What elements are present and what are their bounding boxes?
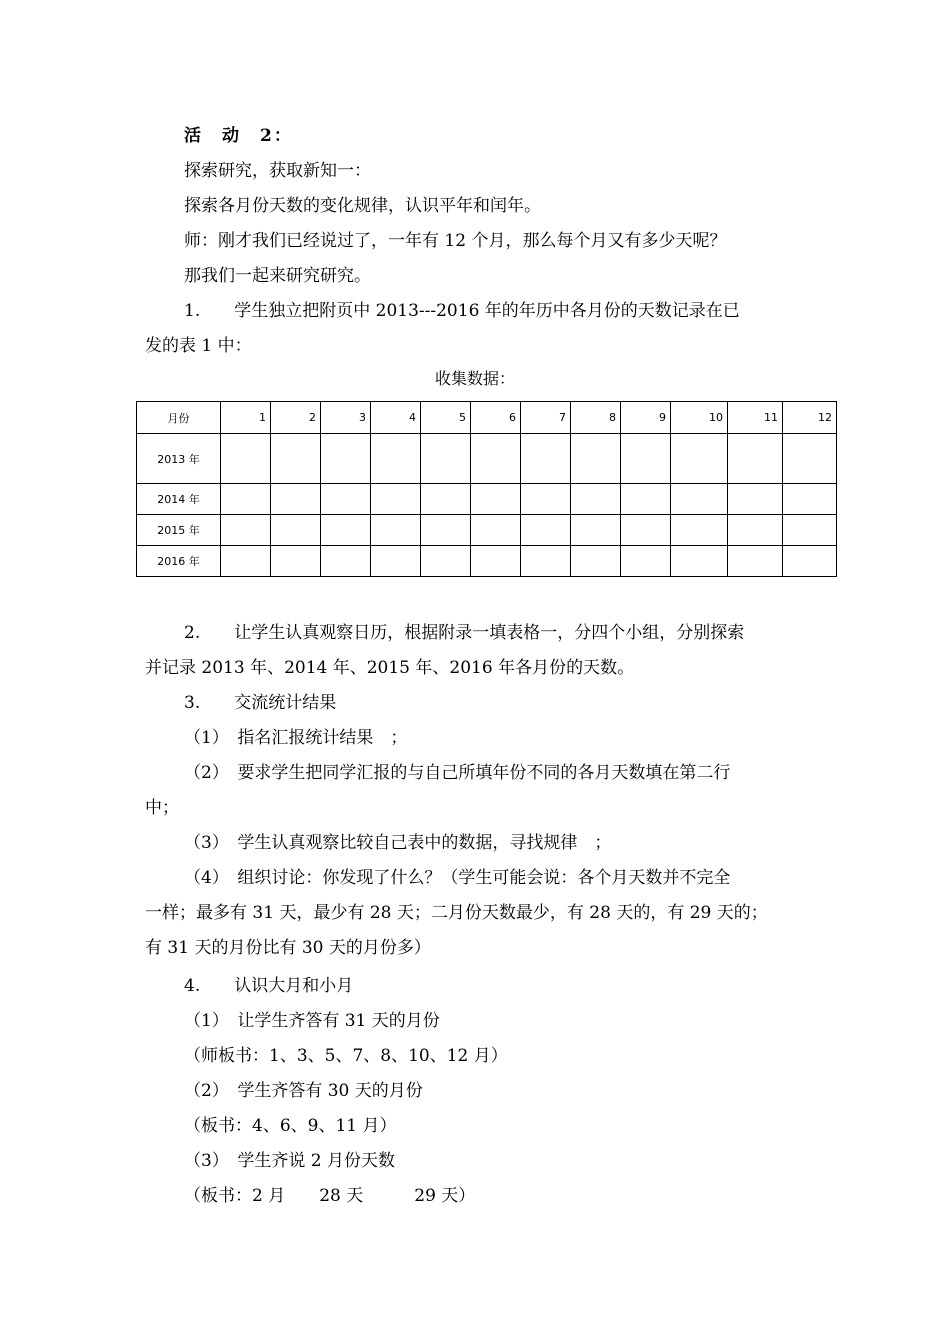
month-cell: 10 [671,402,728,434]
month-cell: 2 [271,402,321,434]
step1-line: 发的表 1 中： [145,336,252,356]
body-line: 4. 认识大月和小月 [184,976,354,996]
body-line: （2） 学生齐答有 30 天的月份 [184,1081,423,1101]
empty-cell[interactable] [271,546,321,577]
table-row [137,434,837,484]
month-cell: 5 [421,402,471,434]
empty-cell[interactable] [471,515,521,546]
empty-cell[interactable] [271,434,321,484]
year-cell: 2014 年 [137,484,221,515]
body-line: （1） 指名汇报统计结果 ； [184,728,408,748]
empty-cell[interactable] [571,434,621,484]
empty-cell[interactable] [621,546,671,577]
empty-cell[interactable] [271,484,321,515]
empty-cell[interactable] [783,434,837,484]
month-cell: 4 [371,402,421,434]
empty-cell[interactable] [221,434,271,484]
empty-cell[interactable] [728,515,783,546]
empty-cell[interactable] [671,515,728,546]
empty-cell[interactable] [621,515,671,546]
body-line: 2. 让学生认真观察日历，根据附录一填表格一，分四个小组，分别探索 [184,623,745,643]
empty-cell[interactable] [421,546,471,577]
empty-cell[interactable] [371,546,421,577]
year-cell: 2013 年 [137,434,221,484]
intro-line: 那我们一起来研究研究。 [184,266,371,286]
empty-cell[interactable] [671,434,728,484]
empty-cell[interactable] [571,484,621,515]
empty-cell[interactable] [221,515,271,546]
empty-cell[interactable] [271,515,321,546]
empty-cell[interactable] [728,434,783,484]
empty-cell[interactable] [621,484,671,515]
empty-cell[interactable] [521,484,571,515]
empty-cell[interactable] [783,484,837,515]
month-header-cell: 月份 [137,402,221,434]
month-cell: 7 [521,402,571,434]
month-cell: 3 [321,402,371,434]
body-line: （1） 让学生齐答有 31 天的月份 [184,1011,440,1031]
empty-cell[interactable] [471,484,521,515]
empty-cell[interactable] [621,434,671,484]
empty-cell[interactable] [783,515,837,546]
empty-cell[interactable] [671,484,728,515]
body-line: （3） 学生认真观察比较自己表中的数据，寻找规律 ； [184,833,612,853]
body-line: （4） 组织讨论：你发现了什么？（学生可能会说：各个月天数并不完全 [184,868,731,888]
body-line: 3. 交流统计结果 [184,693,337,713]
empty-cell[interactable] [321,484,371,515]
body-line: （师板书：1、3、5、7、8、10、12 月） [184,1046,508,1066]
table-row [137,546,837,577]
empty-cell[interactable] [728,546,783,577]
empty-cell[interactable] [521,515,571,546]
month-cell: 6 [471,402,521,434]
empty-cell[interactable] [371,515,421,546]
month-cell: 8 [571,402,621,434]
table-row [137,515,837,546]
table-caption: 收集数据： [434,369,515,388]
month-cell: 11 [728,402,783,434]
empty-cell[interactable] [321,434,371,484]
body-line: 中； [145,798,179,818]
year-cell: 2016 年 [137,546,221,577]
empty-cell[interactable] [571,546,621,577]
year-cell: 2015 年 [137,515,221,546]
days-table [136,401,837,577]
empty-cell[interactable] [421,434,471,484]
body-line: （3） 学生齐说 2 月份天数 [184,1151,395,1171]
empty-cell[interactable] [521,546,571,577]
body-line: 有 31 天的月份比有 30 天的月份多） [145,938,431,958]
empty-cell[interactable] [321,515,371,546]
empty-cell[interactable] [783,546,837,577]
empty-cell[interactable] [321,546,371,577]
empty-cell[interactable] [728,484,783,515]
intro-line: 师：刚才我们已经说过了，一年有 12 个月，那么每个月又有多少天呢？ [184,231,727,251]
month-cell: 12 [783,402,837,434]
body-line: （2） 要求学生把同学汇报的与自己所填年份不同的各月天数填在第二行 [184,763,731,783]
empty-cell[interactable] [471,434,521,484]
empty-cell[interactable] [571,515,621,546]
empty-cell[interactable] [421,484,471,515]
empty-cell[interactable] [221,546,271,577]
empty-cell[interactable] [421,515,471,546]
body-line: 一样；最多有 31 天，最少有 28 天；二月份天数最少，有 28 天的，有 29 天的； [145,903,768,923]
intro-line: 探索研究，获取新知一： [184,161,371,181]
empty-cell[interactable] [371,434,421,484]
empty-cell[interactable] [221,484,271,515]
body-line: 并记录 2013 年、2014 年、2015 年、2016 年各月份的天数。 [145,658,635,678]
empty-cell[interactable] [471,546,521,577]
month-cell: 9 [621,402,671,434]
table-row [137,484,837,515]
intro-line: 探索各月份天数的变化规律，认识平年和闰年。 [184,196,541,216]
step1-line: 1. 学生独立把附页中 2013---2016 年的年历中各月份的天数记录在已 [184,301,740,321]
body-line: （板书：4、6、9、11 月） [184,1116,397,1136]
empty-cell[interactable] [371,484,421,515]
activity-heading: 活 动 2： [184,126,293,146]
table-header-row [137,402,837,434]
empty-cell[interactable] [521,434,571,484]
empty-cell[interactable] [671,546,728,577]
body-line: （板书：2 月 28 天 29 天） [184,1186,476,1206]
month-cell: 1 [221,402,271,434]
